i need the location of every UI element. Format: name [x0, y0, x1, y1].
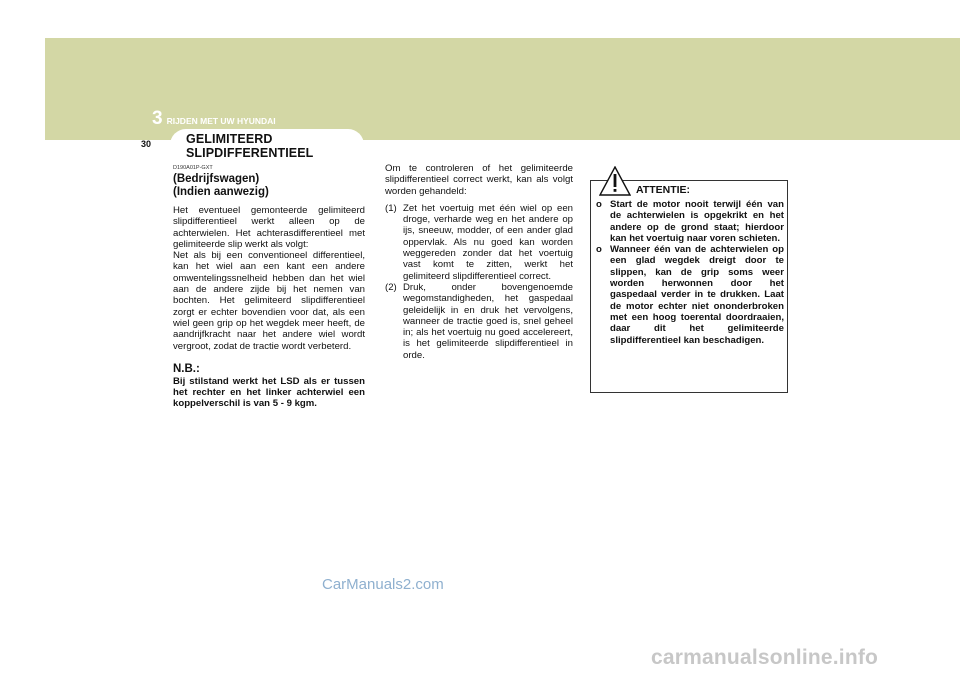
- chapter-number: 3: [152, 108, 163, 129]
- step-item: [385, 203, 573, 282]
- step-number: (2): [385, 281, 397, 293]
- step-number: (1): [385, 202, 397, 214]
- section-title-line2: SLIPDIFFERENTIEEL: [186, 145, 314, 160]
- section-title-line1: GELIMITEERD: [186, 132, 273, 146]
- step-text: Druk, onder bovengenoemde wegomstandigheden, het gaspedaal geleidelijk in en druk het vervolgens, wanneer de tractie goed is, snel geheel in; als het voertuig nu goed accelereert, is het gelimiteerde slipdifferentieel in orde.: [403, 281, 573, 361]
- subheading-line1: (Bedrijfswagen): [173, 173, 260, 185]
- chapter-title: RIJDEN MET UW HYUNDAI: [166, 116, 276, 126]
- warning-item: [596, 244, 784, 346]
- left-column: [173, 165, 365, 410]
- subheading: [173, 173, 365, 199]
- step-text: Zet het voertuig met één wiel op een droge, verharde weg en het andere op ijs, sneeuw, modder, of een ander glad oppervlak. Als nu goed kan worden weggereden zonder dat het voertuig vast komt te zitten, werkt het gelimiteerd slipdifferentieel correct.: [403, 202, 573, 282]
- paragraph-1: Het eventueel gemonteerde gelimiteerd slipdifferentieel werkt alleen op de achterwielen. Het achterasdifferentieel met gelimiteerde slip werkt als volgt:: [173, 205, 365, 250]
- subheading-line2: (Indien aanwezig): [173, 186, 269, 198]
- middle-column: [385, 163, 573, 361]
- warning-item-text: Wanneer één van de achterwielen op een glad wegdek dreigt door te slippen, kan de grip soms weer worden herwonnen door het gaspedaal verder in te drukken. Laat de motor echter niet ononderbroken met een hoog toerental doordraaien, daar dit het gelimiteerde slipdifferentieel kan beschadigen.: [610, 244, 784, 346]
- watermark-carmanuals2[interactable]: CarManuals2.com: [322, 576, 444, 593]
- note-text: Bij stilstand werkt het LSD als er tussen het rechter en het linker achterwiel een koppelverschil is van 5 - 9 kgm.: [173, 375, 365, 410]
- warning-triangle-icon: [599, 166, 631, 196]
- warning-item: [596, 199, 784, 244]
- note-title: N.B.:: [173, 362, 200, 375]
- warning-item-text: Start de motor nooit terwijl één van de achterwielen is opgekrikt en het andere op de grond staat; hierdoor kan het voertuig naar voren schieten.: [610, 199, 784, 244]
- body-text: [173, 205, 365, 352]
- section-title: [186, 133, 356, 160]
- section-code: D190A01P-GXT: [173, 165, 213, 171]
- step-item: [385, 282, 573, 361]
- paragraph-2: Net als bij een conventioneel differentieel, kan het wiel aan een kant een andere omwentelingssnelheid hebben dan het wiel aan de andere zijde bij het nemen van bochten. Het gelimiteerd slipdifferentieel zorgt er echter bovendien voor dat, als een wiel geen grip op het wegdek meer heeft, de aandrijfkracht naar het andere wiel wordt vergroot, zodat de tractie wordt verbeterd.: [173, 250, 365, 352]
- warning-list: [596, 199, 784, 346]
- watermark-carmanualsonline[interactable]: carmanualsonline.info: [651, 646, 879, 669]
- bullet: o: [596, 244, 602, 256]
- warning-title: ATTENTIE:: [636, 184, 691, 196]
- intro-text: Om te controleren of het gelimiteerde slipdifferentieel correct werkt, kan als volgt worden gehandeld:: [385, 163, 573, 197]
- bullet: o: [596, 199, 602, 210]
- page-number: 30: [141, 139, 152, 149]
- chapter-header: [152, 108, 276, 130]
